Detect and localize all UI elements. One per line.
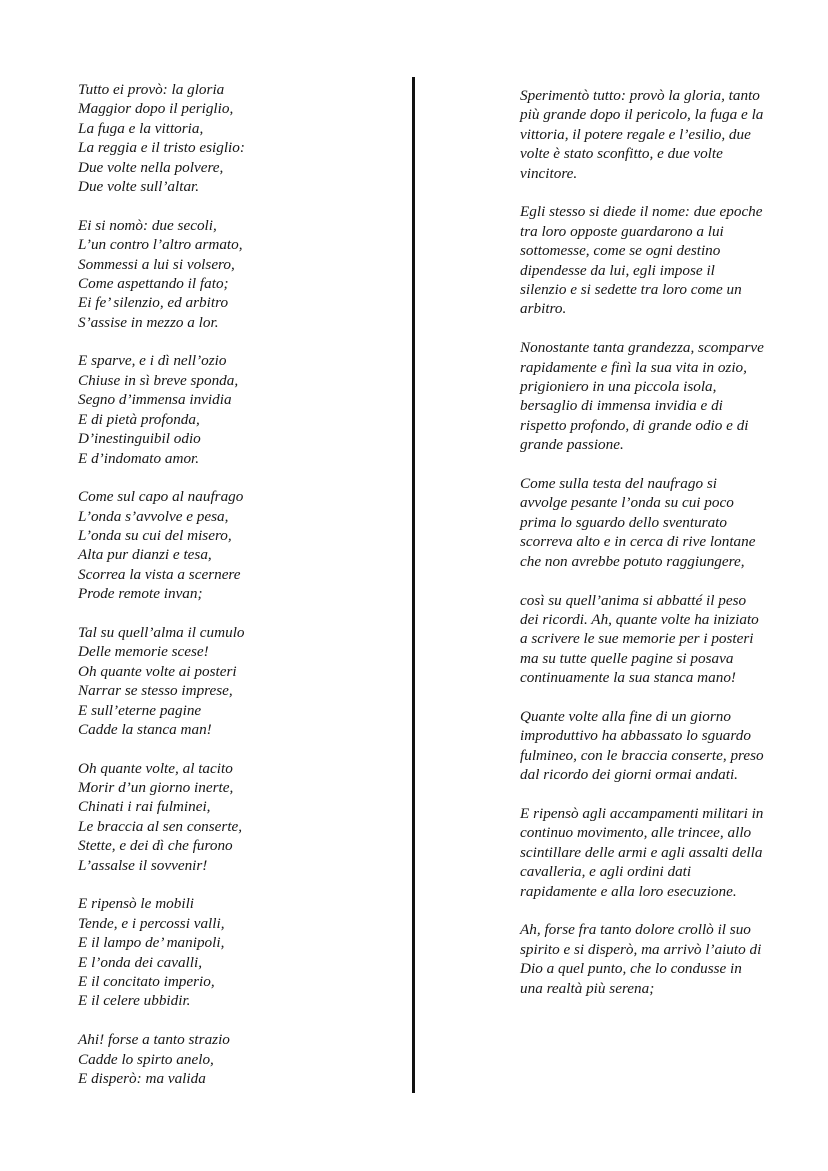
poem-line: Ei fe’ silenzio, ed arbitro [78,294,229,312]
poem-column [78,80,398,1108]
poem-line: Alta pur dianzi e tesa, [78,546,212,564]
poem-line: E sparve, e i dì nell’ozio [78,352,227,370]
poem-line: Oh quante volte ai posteri [78,662,237,680]
poem-stanza [78,487,398,603]
poem-line: Stette, e dei dì che furono [78,837,233,855]
poem-line: Oh quante volte, al tacito [78,759,233,777]
poem-line: E sull’eterne pagine [78,701,202,719]
poem-line: Tal su quell’alma il cumulo [78,623,245,641]
poem-line: Tutto ei provò: la gloria [78,81,225,98]
poem-line: Le braccia al sen conserte, [78,817,243,835]
poem-stanza [78,623,398,739]
poem-line: E disperò: ma valida [78,1069,206,1087]
paraphrase-paragraph: Come sulla testa del naufrago si avvolge pesante l’onda su cui poco prima lo sguardo dello sventurato scorreva alto e in cerca di rive lontane che non avrebbe potuto raggiungere, [520,475,756,570]
poem-stanza [78,759,398,875]
poem-line: Morir d’un giorno inerte, [78,779,234,797]
poem-line: Ahi! forse a tanto strazio [78,1031,230,1049]
poem-line: Chinati i rai fulminei, [78,798,211,816]
paraphrase-paragraph: Nonostante tanta grandezza, scomparve rapidamente e finì la sua vita in ozio, prigioniero in una piccola isola, bersaglio di immensa invidia e di rispetto profondo, di grande odio e di grande passione. [520,339,764,454]
poem-line: E d’indomato amor. [78,449,200,467]
poem-line: Narrar se stesso imprese, [78,682,233,700]
poem-line: D’inestinguibil odio [78,430,201,448]
poem-line: E il concitato imperio, [78,973,215,991]
paraphrase-paragraph: Sperimentò tutto: provò la gloria, tanto più grande dopo il pericolo, la fuga e la vittoria, il potere regale e l’esilio, due volte è stato sconfitto, e due volte vincitore. [520,87,764,182]
paraphrase-paragraph: Egli stesso si diede il nome: due epoche tra loro opposte guardarono a lui sottomesse, come se ogni destino dipendesse da lui, egli impose il silenzio e si sedette tra loro come un arbitro. [520,203,763,318]
poem-line: E il celere ubbidir. [78,992,191,1010]
poem-line: L’assalse il sovvenir! [78,856,208,874]
poem-line: La fuga e la vittoria, [78,119,204,137]
paraphrase-paragraph: E ripensò agli accampamenti militari in continuo movimento, alle trincee, allo scintillare delle armi e agli assalti della cavalleria, e agli ordini dati rapidamente e alla loro esecuzione. [520,804,764,900]
poem-line: Come aspettando il fato; [78,274,229,292]
poem-line: Segno d’immensa invidia [78,391,232,409]
poem-line: E l’onda dei cavalli, [78,953,202,971]
paraphrase-paragraph: Quante volte alla fine di un giorno improduttivo ha abbassato lo sguardo fulmineo, con le braccia conserte, preso dal ricordo dei giorni ormai andati. [520,707,764,784]
poem-line: Come sul capo al naufrago [78,488,244,506]
poem-stanza [78,80,398,196]
poem-line: E il lampo de’ manipoli, [78,934,225,952]
poem-line: Chiuse in sì breve sponda, [78,371,239,389]
poem-line: Cadde lo spirto anelo, [78,1050,214,1068]
poem-line: E ripensò le mobili [78,895,195,913]
paraphrase-paragraph: così su quell’anima si abbatté il peso dei ricordi. Ah, quante volte ha iniziato a scrivere le sue memorie per i posteri ma su tutte quelle pagine si posava continuamente la sua stanca mano! [520,591,759,687]
poem-line: Prode remote invan; [78,585,203,603]
poem-line: Maggior dopo il periglio, [78,100,234,118]
poem-line: Tende, e i percossi valli, [78,914,225,932]
poem-stanza [78,216,398,332]
poem-line: L’onda s’avvolve e pesa, [78,507,229,525]
poem-line: La reggia e il tristo esiglio: [78,139,245,157]
poem-line: S’assise in mezzo a lor. [78,313,219,331]
poem-stanza [78,1030,398,1088]
poem-line: Due volte sull’altar. [78,178,200,196]
poem-stanza [78,351,398,467]
poem-line: Scorrea la vista a scernere [78,565,241,583]
poem-line: L’onda su cui del misero, [78,527,232,545]
poem-line: E di pietà profonda, [78,410,200,428]
poem-line: Ei si nomò: due secoli, [78,216,217,234]
poem-stanza [78,894,398,1010]
column-divider [412,77,415,1093]
paraphrase-paragraph: Ah, forse fra tanto dolore crollò il suo spirito e si disperò, ma arrivò l’aiuto di Dio a quel punto, che lo condusse in una realtà più serena; [520,921,762,997]
poem-line: Due volte nella polvere, [78,158,224,176]
paraphrase-column [520,86,765,1017]
poem-line: L’un contro l’altro armato, [78,236,243,254]
poem-line: Delle memorie scese! [78,643,209,661]
poem-line: Sommessi a lui si volsero, [78,255,235,273]
poem-line: Cadde la stanca man! [78,720,212,738]
